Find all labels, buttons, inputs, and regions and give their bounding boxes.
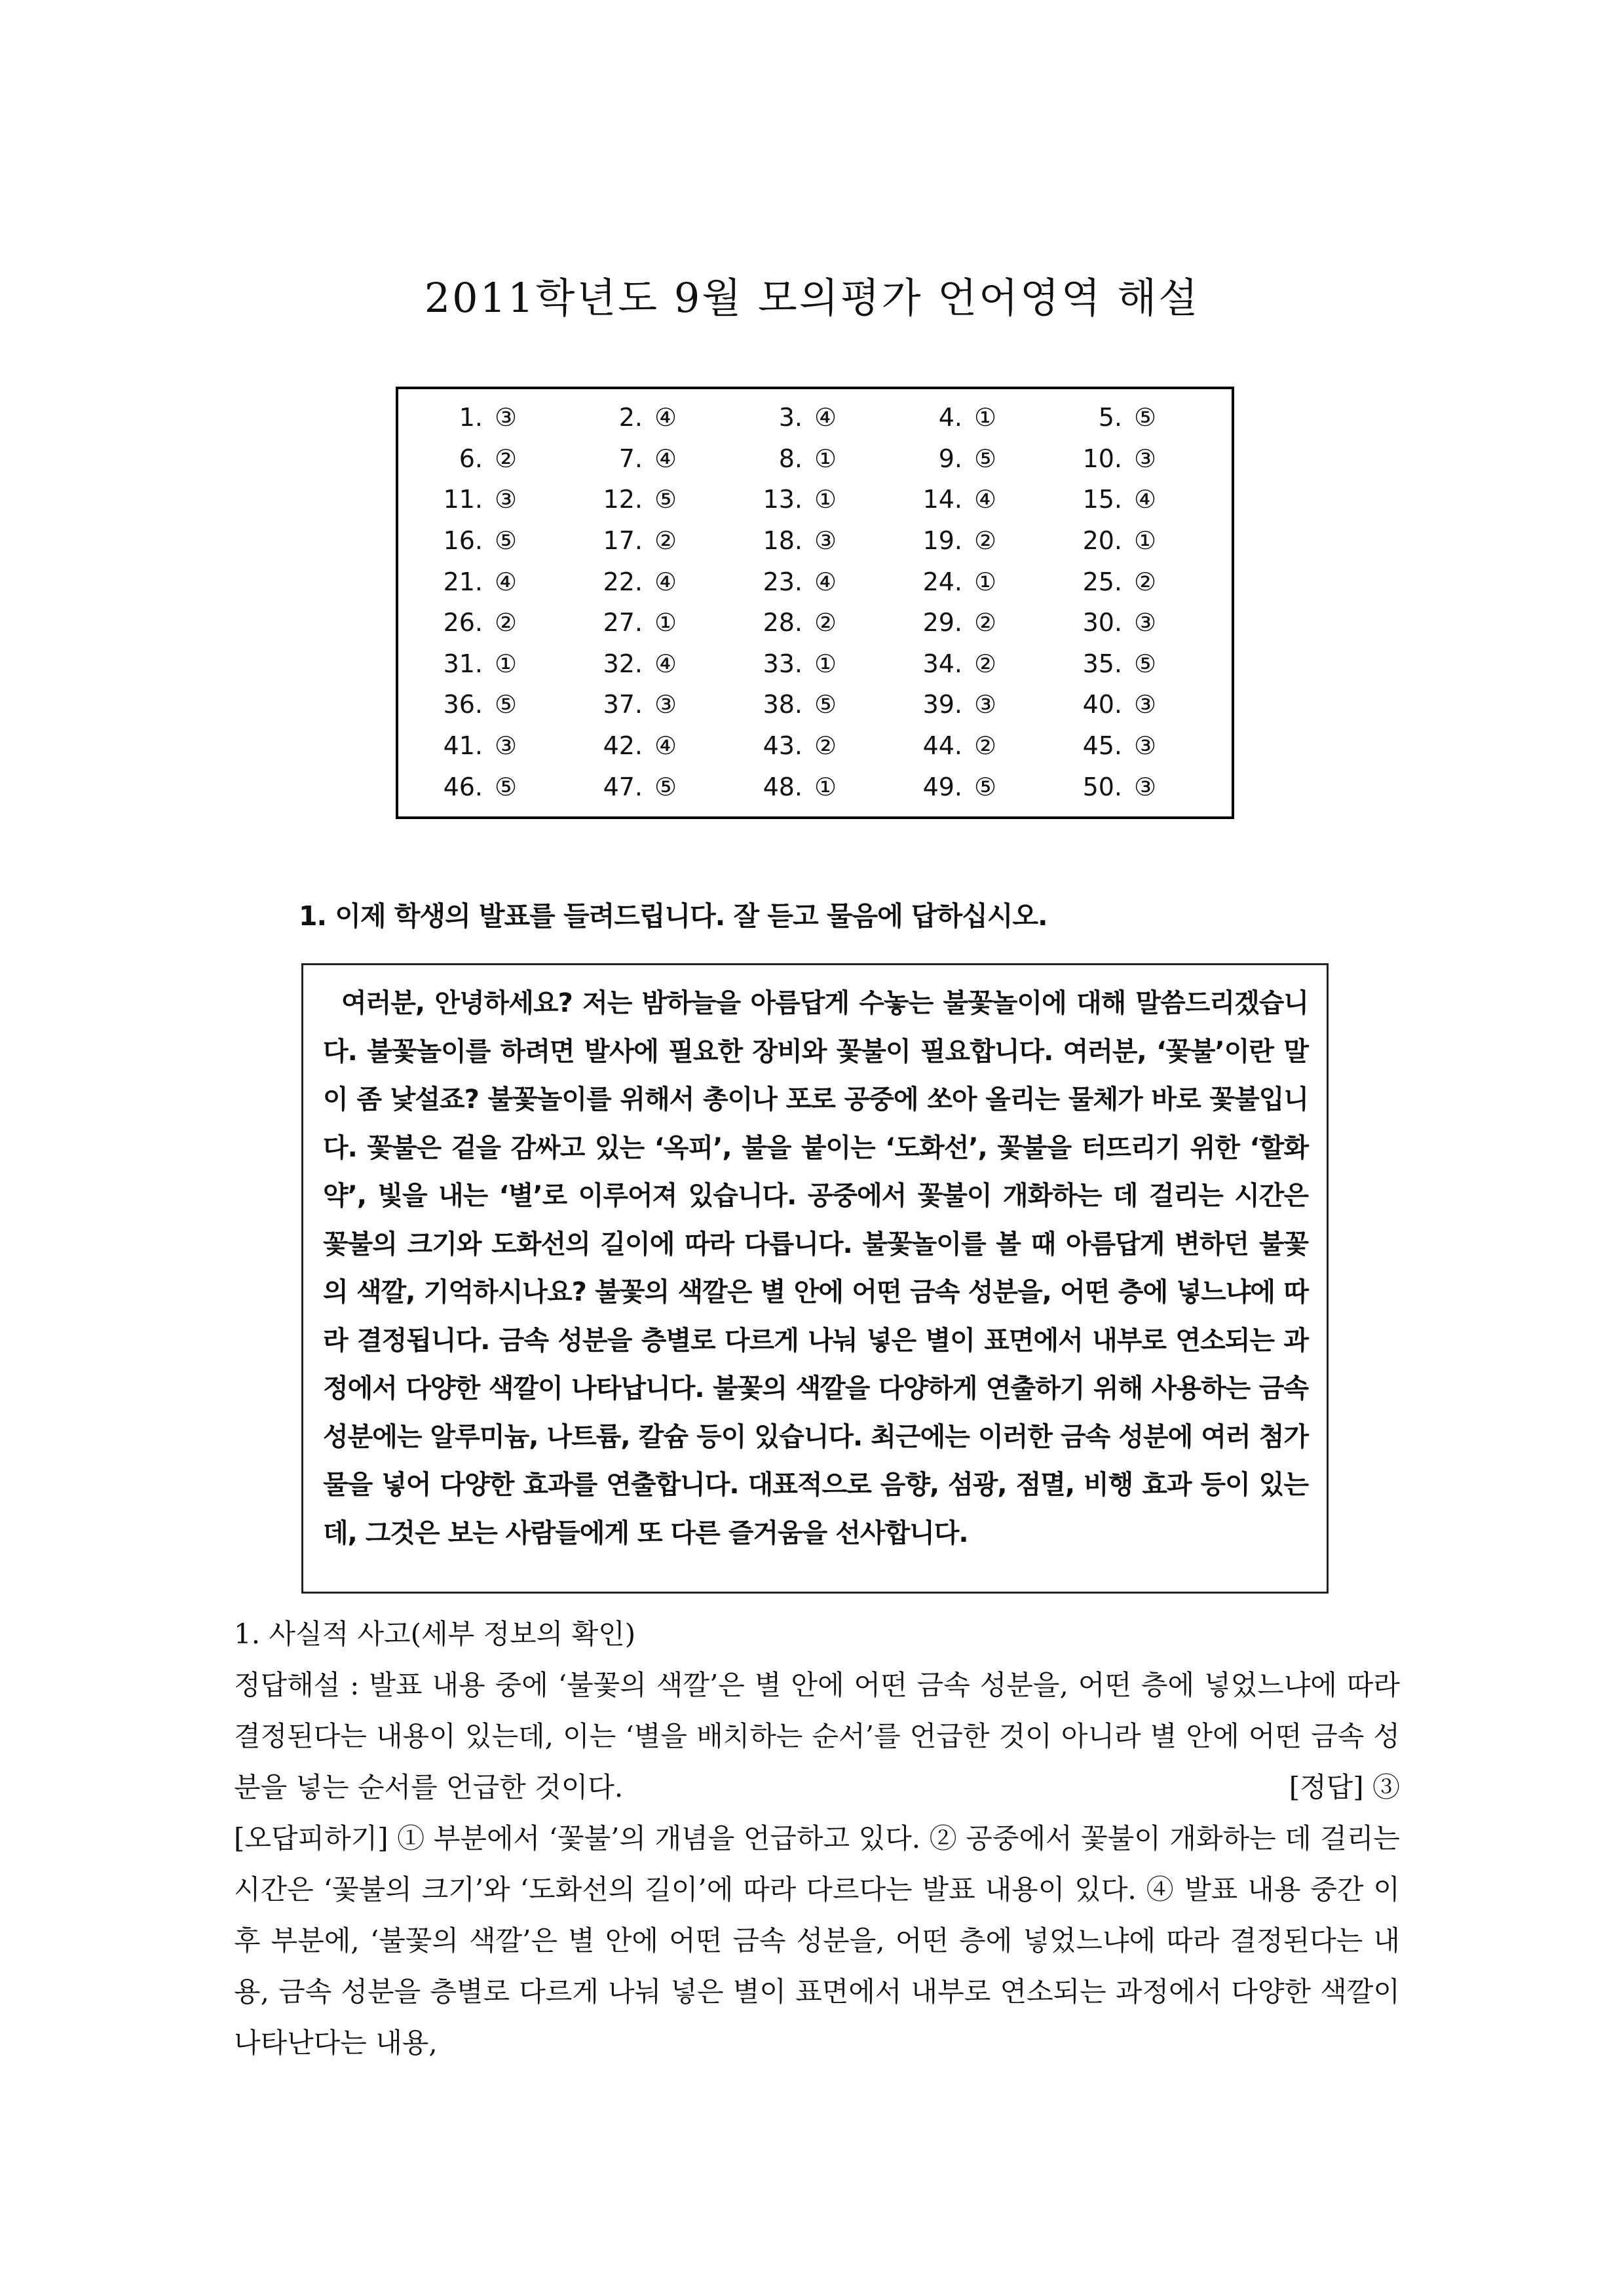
answer-cell <box>573 520 732 562</box>
answer-cell <box>573 602 732 643</box>
answer-cell <box>892 643 1052 685</box>
answer-choice: ② <box>974 731 997 761</box>
question-number: 17. <box>603 526 643 556</box>
answer-choice: ① <box>974 403 997 432</box>
wrong-answer-text: ① 부분에서 ‘꽃불’의 개념을 언급하고 있다. ② 공중에서 꽃불이 개화하는 데 걸리는 시간은 ‘꽃불의 크기’와 ‘도화선의 길이’에 따라 다르다는 발표 내용이 있다. ④ 발표 내용 중간 이후 부분에, ‘불꽃의 색깔’은 별 안에 어떤 금속 성분을, 어떤 층에 넣었느냐에 따라 결정된다는 내용, 금속 성분을 층별로 다르게 나눠 넣은 별이 표면에서 내부로 연소되는 과정에서 다양한 색깔이 나타난다는 내용, <box>234 1822 1400 2059</box>
question-number: 42. <box>603 731 643 761</box>
question-number: 48. <box>763 772 803 801</box>
answer-cell <box>732 725 892 767</box>
page-title: 2011학년도 9월 모의평가 언어영역 해설 <box>424 274 1200 322</box>
answer-choice: ④ <box>495 567 518 596</box>
answer-choice: ② <box>654 526 677 556</box>
answer-choice: ② <box>814 731 837 761</box>
answer-cell <box>413 438 573 480</box>
answer-choice: ⑤ <box>495 526 518 556</box>
answer-choice: ④ <box>654 403 677 432</box>
answer-cell <box>892 479 1052 520</box>
answer-choice: ② <box>495 608 518 638</box>
question-number: 50. <box>1082 772 1122 801</box>
correct-answer-mark: [정답] ③ <box>1289 1771 1400 1803</box>
answer-choice: ③ <box>1134 772 1157 801</box>
answer-choice: ③ <box>495 403 518 432</box>
wrong-answer-explanation <box>234 1813 1400 2069</box>
answer-cell <box>573 438 732 480</box>
answer-choice: ⑤ <box>654 772 677 801</box>
answer-choice: ③ <box>1134 608 1157 638</box>
answer-choice: ① <box>654 608 677 638</box>
answer-cell <box>892 561 1052 602</box>
answer-cell <box>573 643 732 685</box>
question-number: 10. <box>1082 444 1122 473</box>
question-number: 38. <box>763 690 803 719</box>
answer-choice: ⑤ <box>495 690 518 719</box>
question-number: 24. <box>922 567 962 596</box>
question-number: 36. <box>443 690 483 719</box>
answer-cell <box>573 479 732 520</box>
question-number: 4. <box>938 403 962 432</box>
answer-cell <box>1052 643 1212 685</box>
answer-choice: ③ <box>1134 690 1157 719</box>
question-number: 13. <box>763 485 803 514</box>
answer-choice: ⑤ <box>814 690 837 719</box>
answer-cell <box>892 684 1052 725</box>
answer-choice: ② <box>1134 567 1157 596</box>
answer-cell <box>732 438 892 480</box>
question-number: 23. <box>763 567 803 596</box>
question-number: 43. <box>763 731 803 761</box>
answer-choice: ② <box>495 444 518 473</box>
question-number: 28. <box>763 608 803 638</box>
answer-cell <box>732 397 892 438</box>
answer-choice: ① <box>814 444 837 473</box>
answer-cell <box>573 684 732 725</box>
answer-explanation <box>234 1660 1400 1813</box>
answer-cell <box>573 725 732 767</box>
question-number: 39. <box>922 690 962 719</box>
answer-choice: ① <box>974 567 997 596</box>
answer-cell <box>1052 520 1212 562</box>
question-number: 29. <box>922 608 962 638</box>
answer-cell <box>1052 438 1212 480</box>
question-number: 44. <box>922 731 962 761</box>
answer-choice: ③ <box>974 690 997 719</box>
question-title: 1. 이제 학생의 발표를 들려드립니다. 잘 듣고 물음에 답하십시오. <box>299 900 1048 932</box>
question-number: 18. <box>763 526 803 556</box>
answer-cell <box>1052 684 1212 725</box>
answer-choice: ② <box>814 608 837 638</box>
answer-cell <box>573 397 732 438</box>
question-number: 1. <box>459 403 483 432</box>
answer-cell <box>1052 725 1212 767</box>
answer-choice: ⑤ <box>974 444 997 473</box>
question-number: 46. <box>443 772 483 801</box>
question-number: 27. <box>603 608 643 638</box>
explanation-section <box>234 1609 1400 2069</box>
answer-cell <box>892 766 1052 807</box>
answer-choice: ③ <box>495 731 518 761</box>
answer-choice: ① <box>814 485 837 514</box>
answer-choice: ① <box>1134 526 1157 556</box>
answer-cell <box>732 479 892 520</box>
answer-choice: ④ <box>974 485 997 514</box>
question-number: 37. <box>603 690 643 719</box>
answer-cell <box>732 561 892 602</box>
answer-cell <box>413 766 573 807</box>
answer-choice: ③ <box>654 690 677 719</box>
question-number: 9. <box>938 444 962 473</box>
answer-choice: ② <box>974 526 997 556</box>
question-number: 3. <box>778 403 803 432</box>
answer-cell <box>732 684 892 725</box>
question-number: 8. <box>778 444 803 473</box>
answer-choice: ③ <box>1134 731 1157 761</box>
answer-cell <box>1052 397 1212 438</box>
answer-choice: ③ <box>814 526 837 556</box>
answer-cell <box>732 602 892 643</box>
question-number: 22. <box>603 567 643 596</box>
question-number: 19. <box>922 526 962 556</box>
answer-choice: ① <box>814 772 837 801</box>
answer-cell <box>732 643 892 685</box>
answer-cell <box>573 561 732 602</box>
answer-choice: ⑤ <box>1134 403 1157 432</box>
answer-choice: ④ <box>814 403 837 432</box>
answer-choice: ④ <box>1134 485 1157 514</box>
answer-cell <box>413 479 573 520</box>
question-number: 34. <box>922 649 962 678</box>
question-number: 40. <box>1082 690 1122 719</box>
wrong-answer-label: [오답피하기] <box>234 1822 388 1854</box>
answer-choice: ③ <box>1134 444 1157 473</box>
answer-choice: ② <box>974 608 997 638</box>
answer-cell <box>413 520 573 562</box>
question-number: 47. <box>603 772 643 801</box>
question-number: 32. <box>603 649 643 678</box>
question-number: 16. <box>443 526 483 556</box>
answer-cell <box>892 520 1052 562</box>
question-number: 30. <box>1082 608 1122 638</box>
answer-cell <box>413 725 573 767</box>
answer-choice: ⑤ <box>1134 649 1157 678</box>
answer-cell <box>892 602 1052 643</box>
answer-choice: ① <box>814 649 837 678</box>
answer-choice: ④ <box>654 731 677 761</box>
answer-cell <box>892 438 1052 480</box>
answer-cell <box>1052 602 1212 643</box>
question-number: 35. <box>1082 649 1122 678</box>
question-number: 15. <box>1082 485 1122 514</box>
answer-cell <box>1052 561 1212 602</box>
answer-explanation-label: 정답해설 : <box>234 1669 360 1701</box>
answer-cell <box>1052 766 1212 807</box>
explanation-heading: 1. 사실적 사고(세부 정보의 확인) <box>234 1618 636 1650</box>
question-number: 49. <box>922 772 962 801</box>
answer-cell <box>413 684 573 725</box>
answer-cell <box>892 397 1052 438</box>
answer-choice: ⑤ <box>654 485 677 514</box>
answer-choice: ① <box>495 649 518 678</box>
answer-cell <box>892 725 1052 767</box>
answer-choice: ④ <box>814 567 837 596</box>
answer-choice: ④ <box>654 649 677 678</box>
answer-cell <box>413 561 573 602</box>
question-number: 6. <box>459 444 483 473</box>
answer-cell <box>573 766 732 807</box>
answer-cell <box>413 602 573 643</box>
question-number: 11. <box>443 485 483 514</box>
question-number: 2. <box>618 403 643 432</box>
answer-key-table <box>396 387 1234 819</box>
question-number: 33. <box>763 649 803 678</box>
answer-cell <box>413 643 573 685</box>
question-number: 7. <box>618 444 643 473</box>
question-number: 12. <box>603 485 643 514</box>
listening-passage-box: 여러분, 안녕하세요? 저는 밤하늘을 아름답게 수놓는 불꽃놀이에 대해 말씀드리겠습니다. 불꽃놀이를 하려면 발사에 필요한 장비와 꽃불이 필요합니다. 여러분, ‘꽃불’이란 말이 좀 낯설죠? 불꽃놀이를 위해서 총이나 포로 공중에 쏘아 올리는 물체가 바로 꽃불입니다. 꽃불은 겉을 감싸고 있는 ‘옥피’, 불을 붙이는 ‘도화선’, 꽃불을 터뜨리기 위한 ‘할화약’, 빛을 내는 ‘별’로 이루어져 있습니다. 공중에서 꽃불이 개화하는 데 걸리는 시간은 꽃불의 크기와 도화선의 길이에 따라 다릅니다. 불꽃놀이를 볼 때 아름답게 변하던 불꽃의 색깔, 기억하시나요? 불꽃의 색깔은 별 안에 어떤 금속 성분을, 어떤 층에 넣느냐에 따라 결정됩니다. 금속 성분을 층별로 다르게 나눠 넣은 별이 표면에서 내부로 연소되는 과정에서 다양한 색깔이 나타납니다. 불꽃의 색깔을 다양하게 연출하기 위해 사용하는 금속 성분에는 알루미늄, 나트륨, 칼슘 등이 있습니다. 최근에는 이러한 금속 성분에 여러 첨가물을 넣어 다양한 효과를 연출합니다. 대표적으로 음향, 섬광, 점멸, 비행 효과 등이 있는데, 그것은 보는 사람들에게 또 다른 즐거움을 선사합니다. <box>301 963 1329 1594</box>
answer-cell <box>1052 479 1212 520</box>
question-number: 26. <box>443 608 483 638</box>
answer-choice: ⑤ <box>974 772 997 801</box>
answer-choice: ⑤ <box>495 772 518 801</box>
question-number: 5. <box>1098 403 1122 432</box>
question-number: 31. <box>443 649 483 678</box>
answer-choice: ③ <box>495 485 518 514</box>
question-number: 20. <box>1082 526 1122 556</box>
answer-cell <box>413 397 573 438</box>
question-number: 45. <box>1082 731 1122 761</box>
answer-choice: ② <box>974 649 997 678</box>
question-number: 41. <box>443 731 483 761</box>
answer-cell <box>732 766 892 807</box>
answer-choice: ④ <box>654 567 677 596</box>
answer-cell <box>732 520 892 562</box>
question-number: 25. <box>1082 567 1122 596</box>
question-number: 14. <box>922 485 962 514</box>
answer-explanation-text: 발표 내용 중에 ‘불꽃의 색깔’은 별 안에 어떤 금속 성분을, 어떤 층에 넣었느냐에 따라 결정된다는 내용이 있는데, 이는 ‘별을 배치하는 순서’를 언급한 것이 아니라 별 안에 어떤 금속 성분을 넣는 순서를 언급한 것이다. <box>234 1669 1400 1803</box>
question-number: 21. <box>443 567 483 596</box>
answer-choice: ④ <box>654 444 677 473</box>
